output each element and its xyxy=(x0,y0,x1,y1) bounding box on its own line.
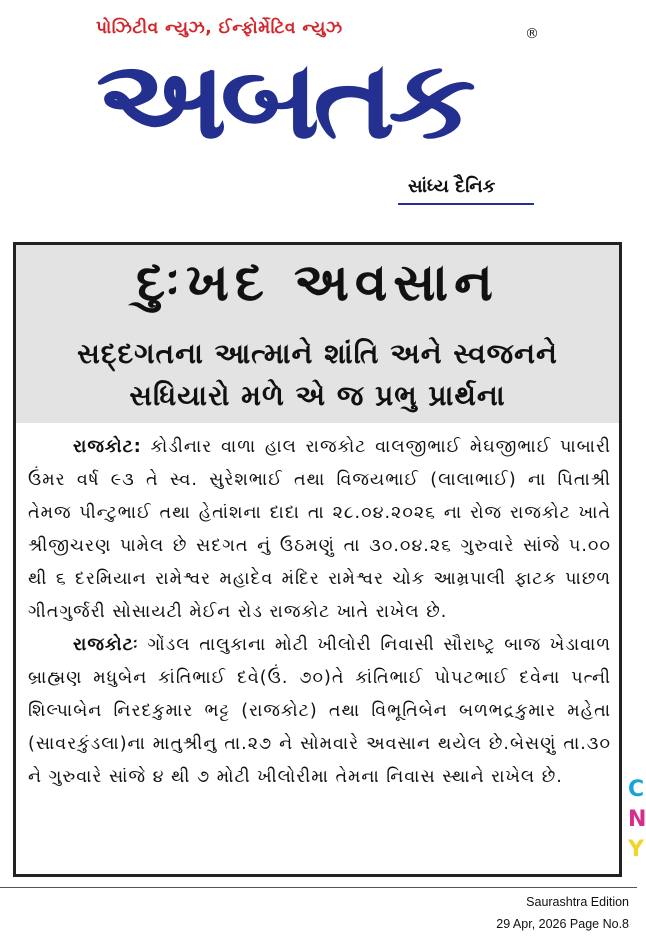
edge-letter: N xyxy=(628,807,646,832)
masthead xyxy=(0,0,637,215)
obituary-notice-box xyxy=(13,242,622,877)
edition-label: Saurashtra Edition xyxy=(526,895,629,909)
masthead-underline xyxy=(398,203,534,205)
date-page-label: 29 Apr, 2026 Page No.8 xyxy=(496,917,629,931)
notice-subheading-line2: સધિયારો મળે એ જ પ્રભુ પ્રાર્થના xyxy=(129,379,506,412)
notice-title-band xyxy=(16,245,619,423)
obituary-place: રાજકોટઃ xyxy=(73,635,139,655)
masthead-subtitle: સાંધ્ય દૈનિક xyxy=(408,176,496,197)
edge-letter: Y xyxy=(628,837,644,862)
newspaper-logo: અબતક xyxy=(96,38,470,163)
notice-body xyxy=(28,431,611,794)
notice-subheading-line1: સદ્દગતના આત્માને શાંતિ અને સ્વજનને xyxy=(77,337,558,370)
obituary-place: રાજકોટ: xyxy=(73,437,142,457)
notice-heading: દુઃખદ અવસાન xyxy=(136,253,499,313)
obituary-text: કોડીનાર વાળા હાલ રાજકોટ વાલજીભાઈ મેઘજીભાઈ પાબારી ઉંમર વર્ષ ૯૩ તે સ્વ. સુરેશભાઈ તથા વિજયભાઈ (લાલાભાઈ) ના પિતાશ્રી તેમજ પીન્ટુભાઈ તથા હેતાંશના દાદા તા ૨૮.૦૪.૨૦૨૬ ના રોજ રાજકોટ ખાતે શ્રીજીચરણ પામેલ છે સદગત નું ઉઠમણું તા ૩૦.૦૪.૨૬ ગુરુવારે સાંજે ૫.૦૦ થી ૬ દરમિયાન રામેશ્વર મહાદેવ મંદિર રામેશ્વર ચોક આમ્રપાલી ફાટક પાછળ ગીતગુર્જરી સોસાયટી મેઈન રોડ રાજકોટ ખાતે રાખેલ છે. xyxy=(28,437,611,622)
obituary-text: ગોંડલ તાલુકાના મોટી ખીલોરી નિવાસી સૌરાષ્ટ્ર બાજ ખેડાવાળ બ્રાહ્મણ મધુબેન કાંતિભાઈ દવે(ઉં. ૭૦)તે કાંતિભાઈ પોપટભાઈ દવેના પત્ની શિલ્પાબેન નિરદકુમાર ભટ્ટ (રાજકોટ) તથા વિભૂતિબેન બળભદ્રકુમાર મહેતા (સાવરકુંડલા)ના માતુશ્રીનુ તા.૨૭ ને સોમવારે અવસાન થયેલ છે.બેસણું તા.૩૦ ને ગુરુવારે સાંજે ૪ થી ૭ મોટી ખીલોરીમા તેમના નિવાસ સ્થાને રાખેલ છે. xyxy=(28,635,611,787)
masthead-tagline: પોઝિટીવ ન્યુઝ, ઈન્ફોર્મેટિવ ન્યુઝ xyxy=(96,18,343,38)
obituary-item xyxy=(28,431,611,629)
edge-letter: C xyxy=(628,777,645,802)
obituary-item xyxy=(28,629,611,794)
footer-divider xyxy=(0,887,637,888)
registered-mark: ® xyxy=(525,26,539,42)
adjacent-page-edge xyxy=(628,775,646,865)
